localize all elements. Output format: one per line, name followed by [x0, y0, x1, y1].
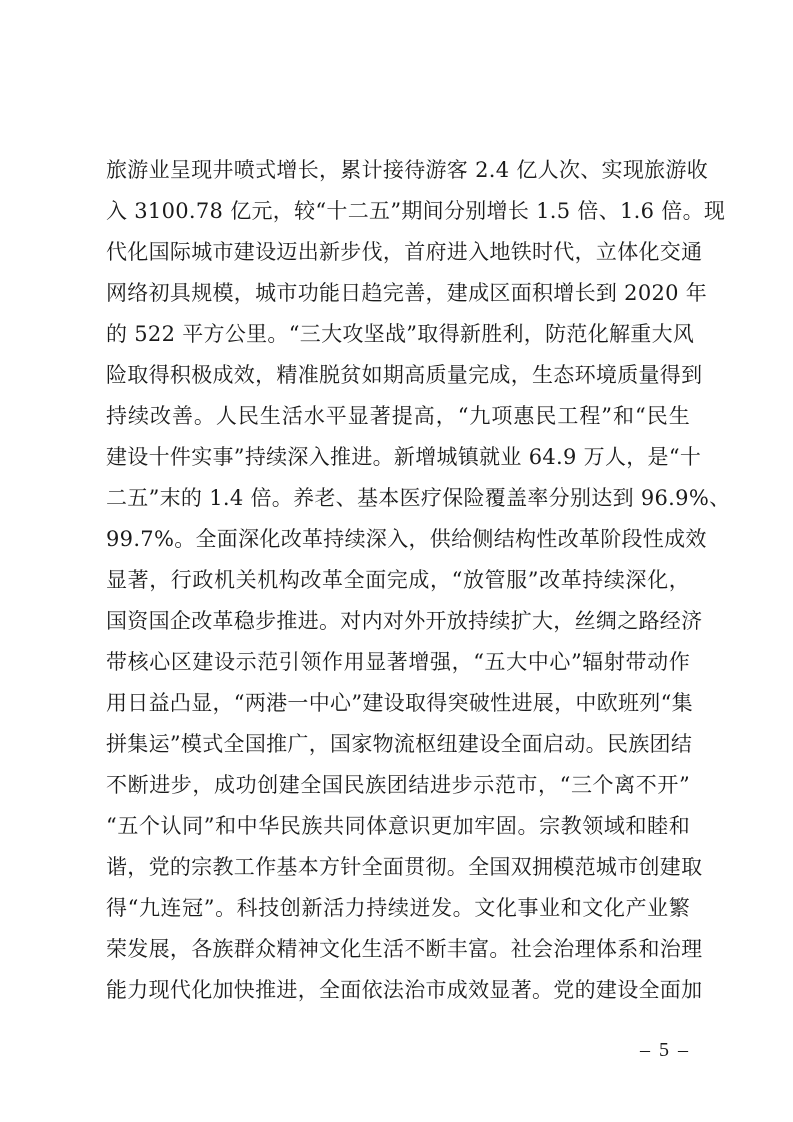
text-line: 二五”末的 1.4 倍。养老、基本医疗保险覆盖率分别达到 96.9%、	[106, 486, 731, 510]
text-line: 代化国际城市建设迈出新步伐，首府进入地铁时代，立体化交通	[106, 240, 703, 264]
text-line: 99.7%。全面深化改革持续深入，供给侧结构性改革阶段性成效	[106, 527, 707, 551]
page-number: – 5 –	[640, 1039, 690, 1061]
body-paragraph	[106, 150, 731, 1011]
text-line: 带核心区建设示范引领作用显著增强，“五大中心”辐射带动作	[106, 650, 690, 674]
text-line: 能力现代化加快推进，全面依法治市成效显著。党的建设全面加	[106, 978, 703, 1002]
text-line: 的 522 平方公里。“三大攻坚战”取得新胜利，防范化解重大风	[106, 322, 695, 346]
text-line: 网络初具规模，城市功能日趋完善，建成区面积增长到 2020 年	[106, 281, 708, 305]
text-line: 荣发展，各族群众精神文化生活不断丰富。社会治理体系和治理	[106, 937, 703, 961]
text-line: 不断进步，成功创建全国民族团结进步示范市，“三个离不开”	[106, 773, 690, 797]
text-line: 持续改善。人民生活水平显著提高，“九项惠民工程”和“民生	[106, 404, 690, 428]
text-line: 险取得积极成效，精准脱贫如期高质量完成，生态环境质量得到	[106, 363, 703, 387]
text-line: 入 3100.78 亿元，较“十二五”期间分别增长 1.5 倍、1.6 倍。现	[106, 199, 726, 223]
text-line: “五个认同”和中华民族共同体意识更加牢固。宗教领域和睦和	[106, 814, 690, 838]
text-line: 谐，党的宗教工作基本方针全面贯彻。全国双拥模范城市创建取	[106, 855, 703, 879]
text-line: 旅游业呈现井喷式增长，累计接待游客 2.4 亿人次、实现旅游收	[106, 158, 709, 182]
text-line: 建设十件实事”持续深入推进。新增城镇就业 64.9 万人，是“十	[106, 445, 702, 469]
text-line: 得“九连冠”。科技创新活力持续迸发。文化事业和文化产业繁	[106, 896, 690, 920]
text-line: 国资国企改革稳步推进。对内对外开放持续扩大，丝绸之路经济	[106, 609, 703, 633]
text-line: 用日益凸显，“两港一中心”建设取得突破性进展，中欧班列“集	[106, 691, 693, 715]
text-line: 显著，行政机关机构改革全面完成，“放管服”改革持续深化，	[106, 568, 690, 592]
text-line: 拼集运”模式全国推广，国家物流枢纽建设全面启动。民族团结	[106, 732, 693, 756]
